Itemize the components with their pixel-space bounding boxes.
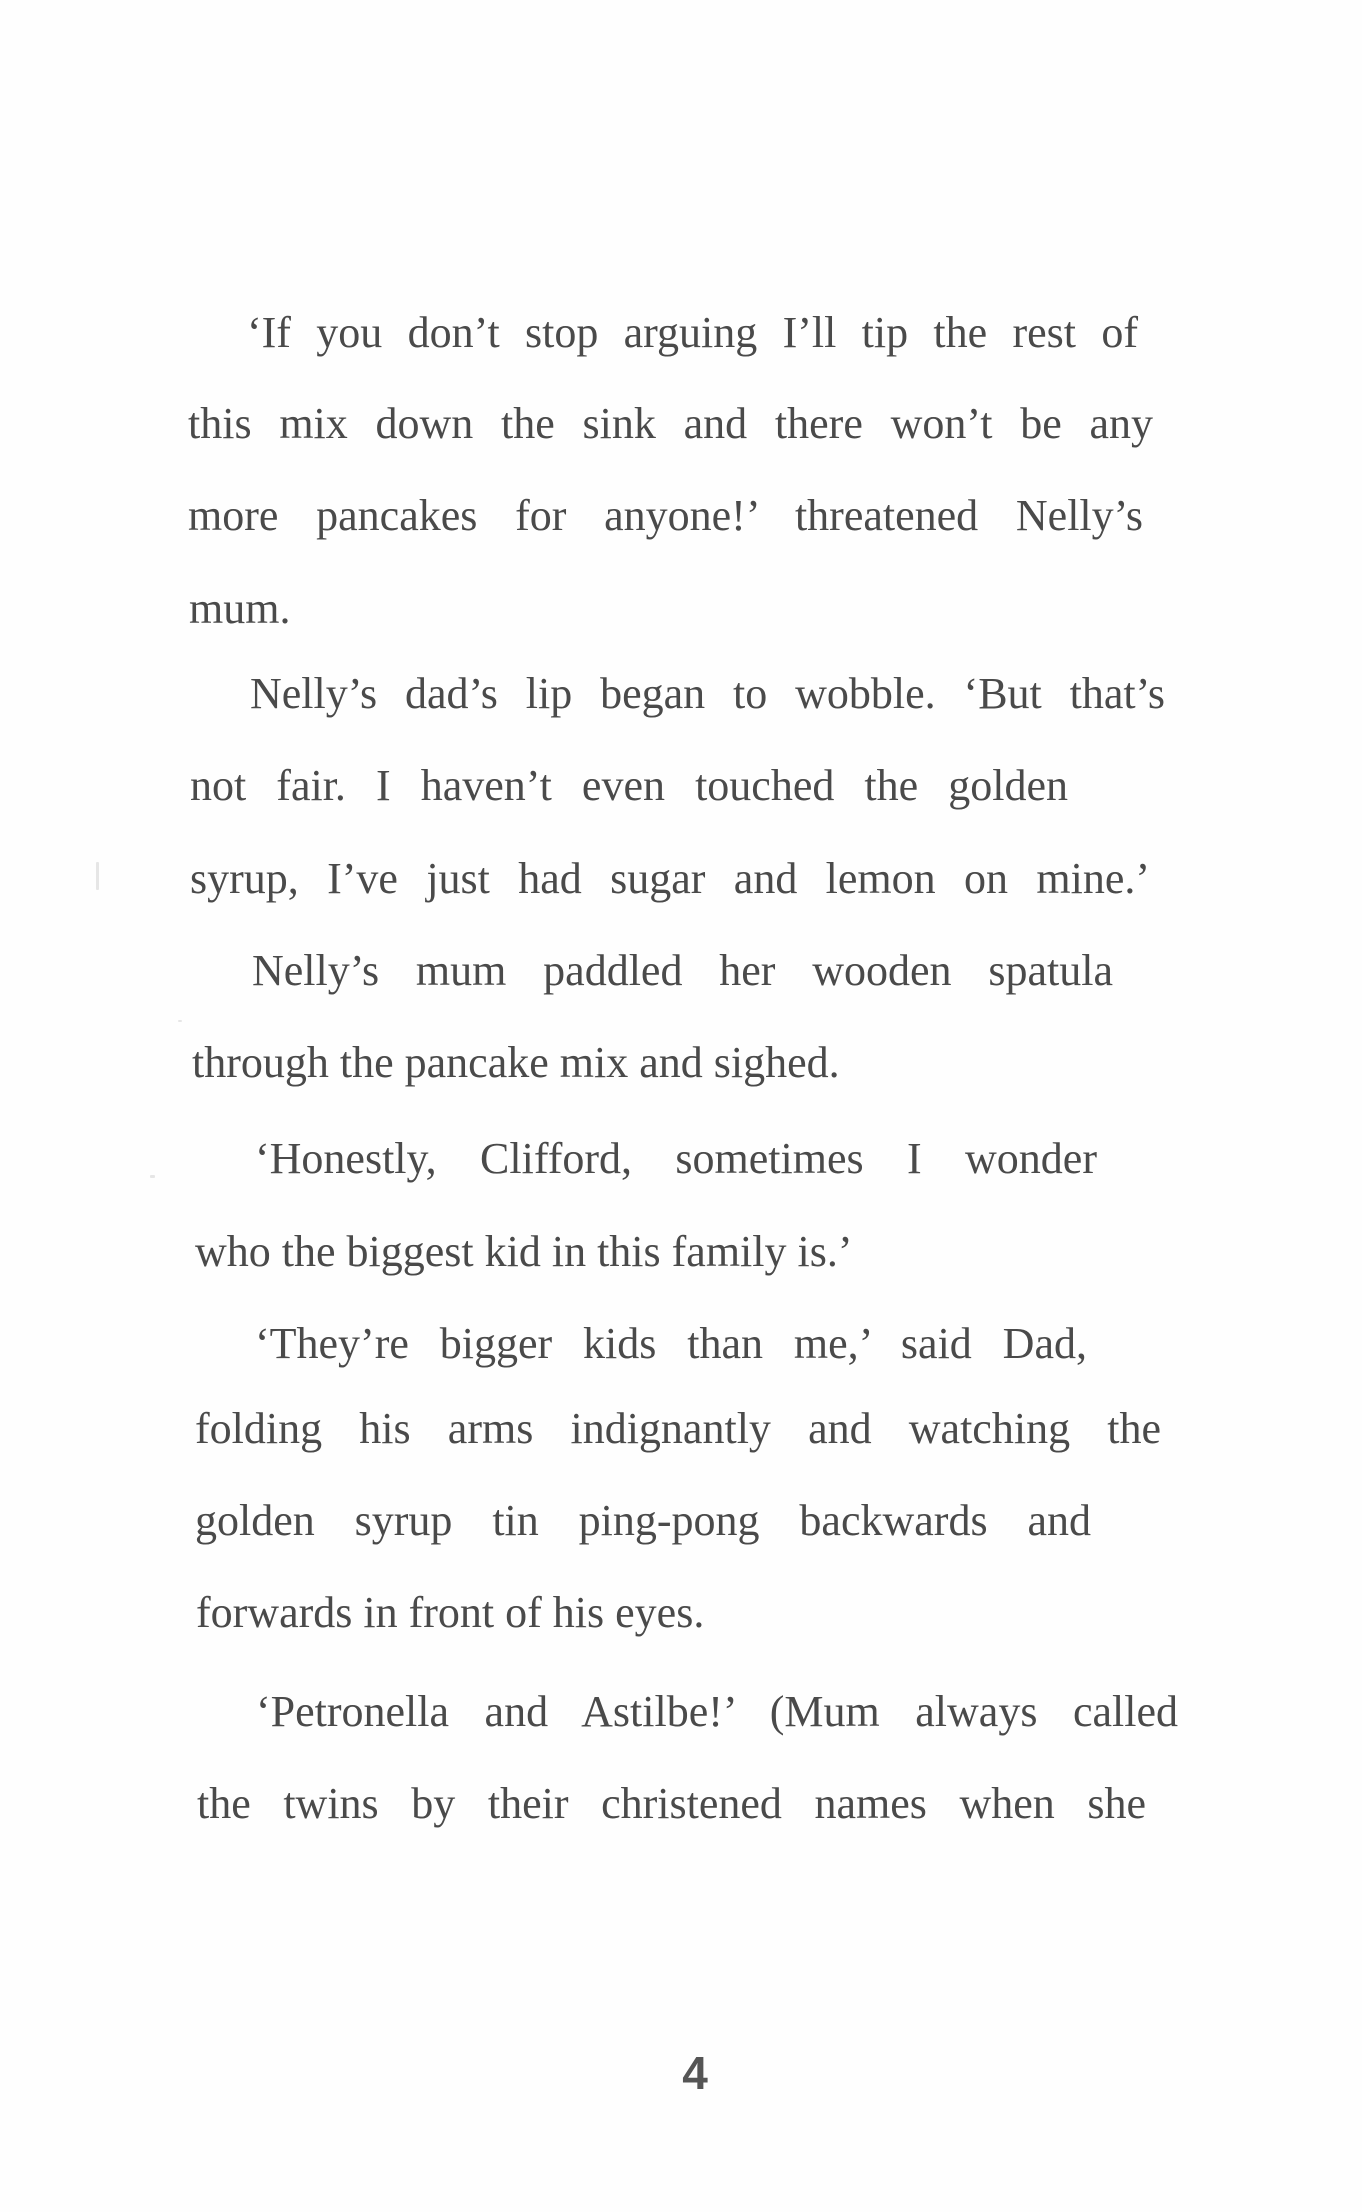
- text-line: Nelly’s mum paddled her wooden spatula: [252, 946, 1113, 995]
- text-line: more pancakes for anyone!’ threatened Nelly’s: [188, 491, 1143, 540]
- text-line: ‘They’re bigger kids than me,’ said Dad,: [255, 1319, 1087, 1368]
- text-line: through the pancake mix and sighed.: [192, 1038, 840, 1087]
- page-number: 4: [682, 2047, 708, 2099]
- scan-artifact: [150, 1175, 155, 1178]
- text-line: who the biggest kid in this family is.’: [195, 1227, 853, 1276]
- text-line: forwards in front of his eyes.: [196, 1588, 705, 1637]
- scan-artifact: [96, 862, 99, 890]
- text-line: ‘If you don’t stop arguing I’ll tip the rest of: [247, 308, 1138, 357]
- text-line: golden syrup tin ping-pong backwards and: [195, 1496, 1091, 1545]
- text-line: ‘Petronella and Astilbe!’ (Mum always called: [256, 1687, 1178, 1736]
- text-line: Nelly’s dad’s lip began to wobble. ‘But that’s: [250, 669, 1165, 718]
- text-line: not fair. I haven’t even touched the golden: [190, 761, 1068, 810]
- text-line: ‘Honestly, Clifford, sometimes I wonder: [255, 1134, 1097, 1183]
- scan-artifact: [178, 1020, 182, 1022]
- text-line: mum.: [189, 584, 291, 633]
- text-line: folding his arms indignantly and watching the: [195, 1404, 1161, 1453]
- text-line: this mix down the sink and there won’t be any: [188, 399, 1153, 448]
- text-line: the twins by their christened names when she: [197, 1779, 1146, 1828]
- text-line: syrup, I’ve just had sugar and lemon on mine.’: [190, 854, 1150, 903]
